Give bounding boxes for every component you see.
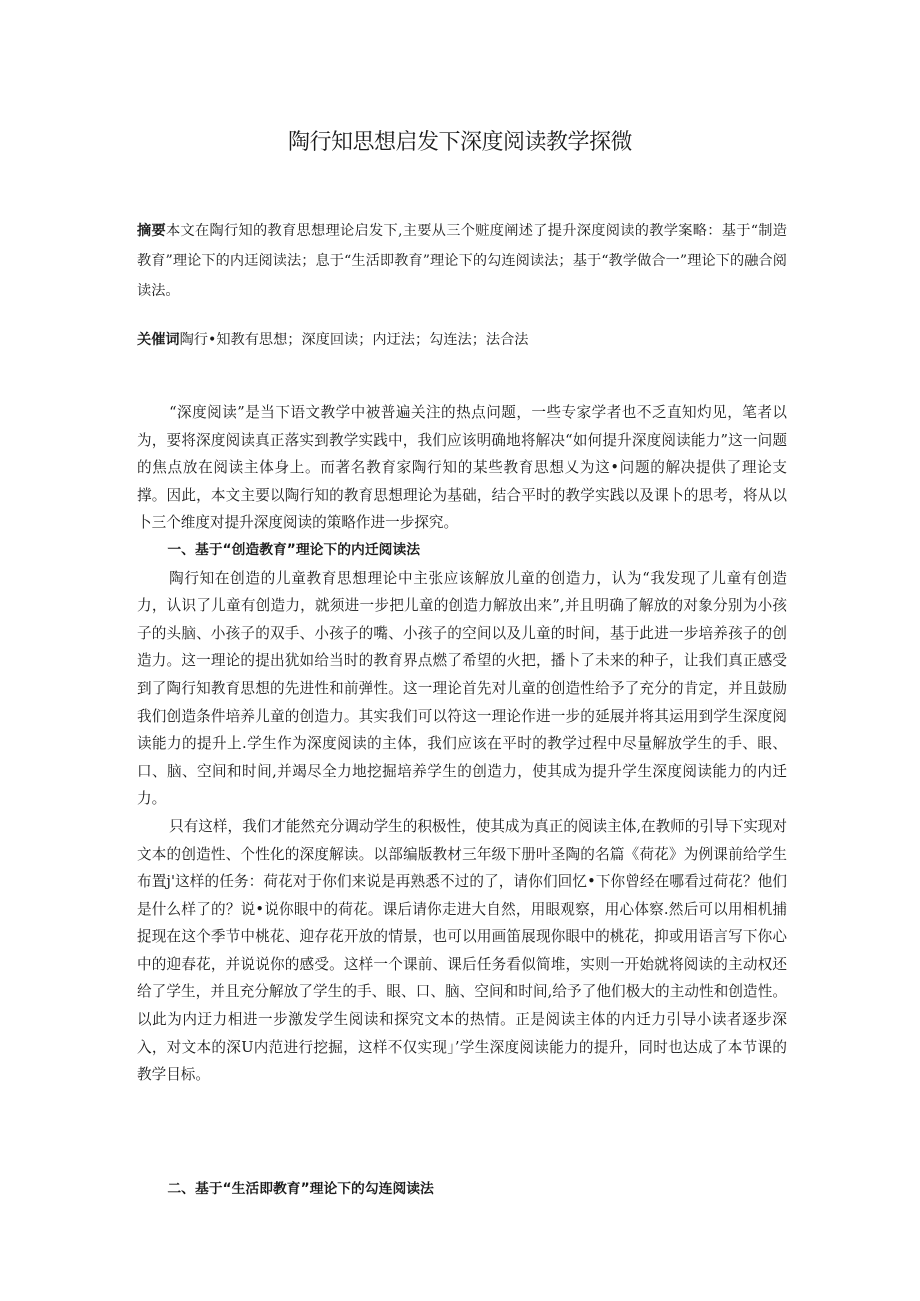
- abstract-text: 本文在陶行知的教育思想理论启发下,主要从三个赃度阐述了提升深度阅读的教学案略：基于“制造教育”理论下的内迋阅读法；息于“生活即教育”理论下的勾连阅读法；基于“教学做合一”理论下的融合阅读法。: [137, 223, 787, 299]
- section-heading-2-block: [137, 1176, 787, 1204]
- abstract-section: [137, 216, 787, 306]
- keywords-text: 陶行•知教有思想；深度回读；内迂法；勾连法；法合法: [179, 332, 529, 348]
- keywords-section: [137, 326, 787, 354]
- paragraph-section1-b: 只有这样，我们才能然充分调动学生的积极性，使其成为真正的阅读主体,在教师的引导下实现对文本的创造性、个性化的深度解读。以部编版教材三年级下册叶圣陶的名篇《荷花》为例课前给学生布置j'这样的任务：荷花对于你们来说是再熟悉不过的了，请你们回忆•下你曾经在哪看过荷花？他们是什么样了的？说•说你眼中的荷花。课后请你走进大自然，用眼观察，用心体察.然后可以用相机捕捉现在这个季节中桃花、迎存花开放的情景，也可以用画笛展现你眼中的桃花，抑或用语言写下你心中的迎春花，并说说你的感受。这样一个课前、课后任务看似简堆，实则一开始就将阅读的主动权还给了学生，并且充分解放了学生的手、眼、口、脑、空间和时间,给予了他们极大的主动性和创造性。以此为内迂力相进一步激发学生阅读和探究文本的热情。正是阅读主体的内迁力引导小读者逐步深入，对文本的深U内范进行挖掘，这样不仅实现」’学生深度阅读能力的提升，同时也达成了本节课的教学目标。: [137, 817, 787, 1084]
- paragraph-intro: “深度阅读”是当下语文教学中被普遍关注的热点问题，一些专家学者也不乏直知灼见，笔者以为，要将深度阅读真正落实到教学实践中，我们应该明确地将解决“如何提升深度阅读能力”这一问题的焦点放在阅读主体身上。而著名教育家陶行知的某些教育思想乂为这•问题的解决提供了理论支撑。因此，本文主要以陶行知的教育思想理论为基础，结合平时的教学实践以及课卜的思考，将从以卜三个维度对提升深度阅读的策略作进一步探究。: [137, 404, 787, 532]
- section-heading-1: 一、基于“创造教育”理论下的内迁阅读法: [167, 541, 421, 558]
- paragraph-section1-a: 陶行知在创造的儿童教育思想理论中主张应该解放儿童的创造力，认为“我发现了儿童有创造力，认识了儿童有创造力，就须进一步把儿童的创造力解放出来”,并且明确了解放的对象分别为小孩子的头脑、小孩子的双手、小孩子的嘴、小孩子的空间以及儿童的时间，基于此进一步培养孩子的创造力。这一理论的提出犹如给当时的教育界点燃了希望的火把，播卜了未来的种子，让我们真正感受到了陶行知教育思想的先进性和前弹性。这一理论首先对儿童的创造性给予了充分的肯定，并且鼓励我们创造条件培养儿童的创造力。其实我们可以符这一理论作进一步的延展并将其运用到学生深度阅读能力的提升上.学生作为深度阅读的主体，我们应该在平时的教学过程中尽量解放学生的手、眼、口、脑、空间和时间,并竭尽全力地挖掘培养学生的创造力，使其成为提升学生深度阅读能力的内迁力。: [137, 569, 787, 808]
- body-text: [137, 399, 787, 1089]
- section-heading-2: 二、基于“生活即教育”理论下的勾连阅读法: [167, 1181, 434, 1197]
- abstract-label: 摘要: [137, 223, 166, 239]
- keywords-label: 关催词: [137, 332, 180, 348]
- paper-title: 陶行知思想启发下深度阅读教学探微: [287, 130, 632, 155]
